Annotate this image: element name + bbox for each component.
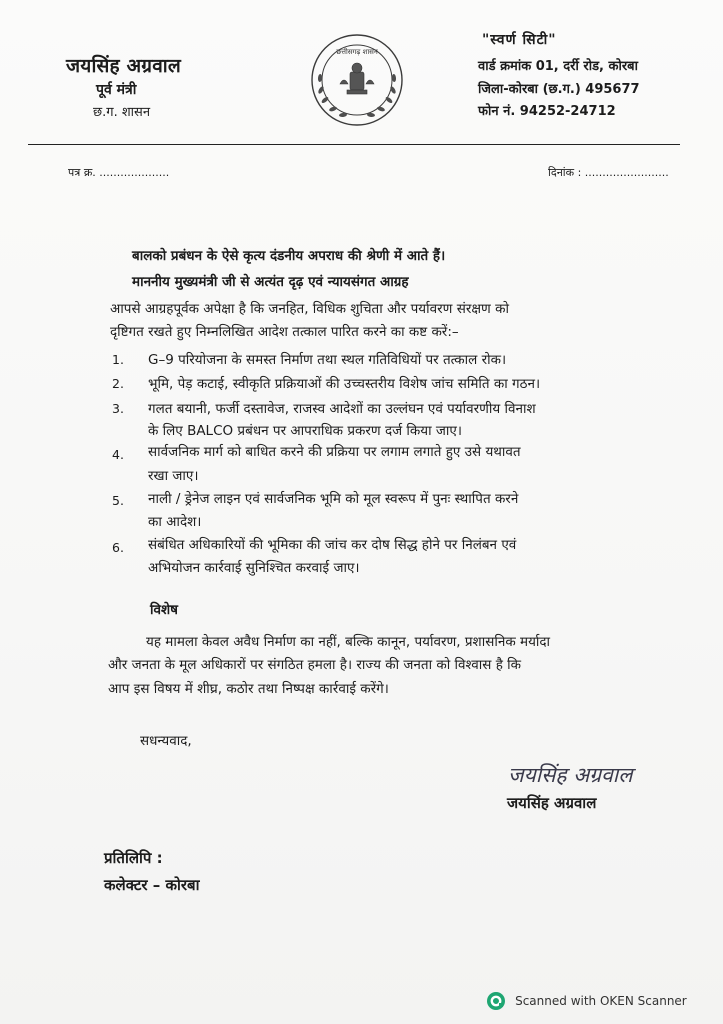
item-number: 3. <box>112 401 124 416</box>
heading-offence: बालको प्रबंधन के ऐसे कृत्य दंडनीय अपराध की श्रेणी में आते हैं। <box>132 248 446 264</box>
special-line: यह मामला केवल अवैध निर्माण का नहीं, बल्कि कानून, पर्यावरण, प्रशासनिक मर्यादा <box>146 634 551 650</box>
letterhead-post: पूर्व मंत्री <box>96 82 137 98</box>
oken-scanner-logo-icon <box>486 991 506 1011</box>
item-text: भूमि, पेड़ कटाई, स्वीकृति प्रक्रियाओं की उच्चस्तरीय विशेष जांच समिति का गठन। <box>148 376 541 392</box>
letterhead-government: छ.ग. शासन <box>93 105 151 120</box>
letterhead-divider <box>28 144 680 145</box>
item-text: के लिए BALCO प्रबंधन पर आपराधिक प्रकरण दर्ज किया जाए। <box>148 423 463 439</box>
letterhead-name: जयसिंह अग्रवाल <box>66 55 181 77</box>
handwritten-signature <box>508 756 688 792</box>
copy-label: प्रतिलिपि : <box>104 849 163 867</box>
letterhead-address-line: जिला-कोरबा (छ.ग.) 495677 <box>478 82 640 97</box>
special-line: आप इस विषय में शीघ्र, कठोर तथा निष्पक्ष कार्रवाई करेंगे। <box>108 681 389 697</box>
item-text: रखा जाए। <box>148 468 199 484</box>
seal-text: छत्तीसगढ़ शासन <box>336 48 378 56</box>
item-number: 6. <box>112 540 124 555</box>
item-text: नाली / ड्रेनेज लाइन एवं सार्वजनिक भूमि को मूल स्वरूप में पुनः स्थापित करने <box>148 491 519 507</box>
scanner-watermark-text: Scanned with OKEN Scanner <box>515 993 687 1008</box>
scanner-watermark <box>486 990 687 1011</box>
closing: सधन्यवाद, <box>140 733 192 749</box>
item-text: का आदेश। <box>148 514 202 530</box>
item-text: गलत बयानी, फर्जी दस्तावेज, राजस्व आदेशों का उल्लंघन एवं पर्यावरणीय विनाश <box>148 401 536 417</box>
special-line: और जनता के मूल अधिकारों पर संगठित हमला है। राज्य की जनता को विश्वास है कि <box>108 657 522 673</box>
letterhead-address-line: वार्ड क्रमांक 01, दर्री रोड, कोरबा <box>478 59 638 74</box>
intro-line: आपसे आग्रहपूर्वक अपेक्षा है कि जनहित, विधिक शुचिता और पर्यावरण संरक्षण को <box>110 301 509 317</box>
item-number: 4. <box>112 447 124 462</box>
intro-line: दृष्टिगत रखते हुए निम्नलिखित आदेश तत्काल पारित करने का कष्ट करें:– <box>110 324 459 340</box>
item-text: सार्वजनिक मार्ग को बाधित करने की प्रक्रिया पर लगाम लगाते हुए उसे यथावत <box>148 444 521 460</box>
heading-request: माननीय मुख्यमंत्री जी से अत्यंत दृढ़ एवं न्यायसंगत आग्रह <box>132 274 409 290</box>
item-number: 5. <box>112 493 124 508</box>
item-number: 2. <box>112 376 124 391</box>
svg-text:जयसिंह अग्रवाल: जयसिंह अग्रवाल <box>508 763 633 787</box>
copy-recipient: कलेक्टर – कोरबा <box>104 876 200 894</box>
letter-date: दिनांक : ........................ <box>548 166 669 179</box>
item-text: G–9 परियोजना के समस्त निर्माण तथा स्थल गतिविधियों पर तत्काल रोक। <box>148 352 507 368</box>
special-heading: विशेष <box>150 602 178 618</box>
government-seal-icon <box>304 32 410 128</box>
letterhead-house-name: "स्वर्ण सिटी" <box>482 32 557 48</box>
item-text: संबंधित अधिकारियों की भूमिका की जांच कर दोष सिद्ध होने पर निलंबन एवं <box>148 537 517 553</box>
signatory-name: जयसिंह अग्रवाल <box>507 794 597 812</box>
letter-number: पत्र क्र. .................... <box>68 166 170 179</box>
letterhead-phone: फोन नं. 94252-24712 <box>478 104 616 119</box>
item-text: अभियोजन कार्रवाई सुनिश्चित करवाई जाए। <box>148 560 360 576</box>
item-number: 1. <box>112 352 124 367</box>
